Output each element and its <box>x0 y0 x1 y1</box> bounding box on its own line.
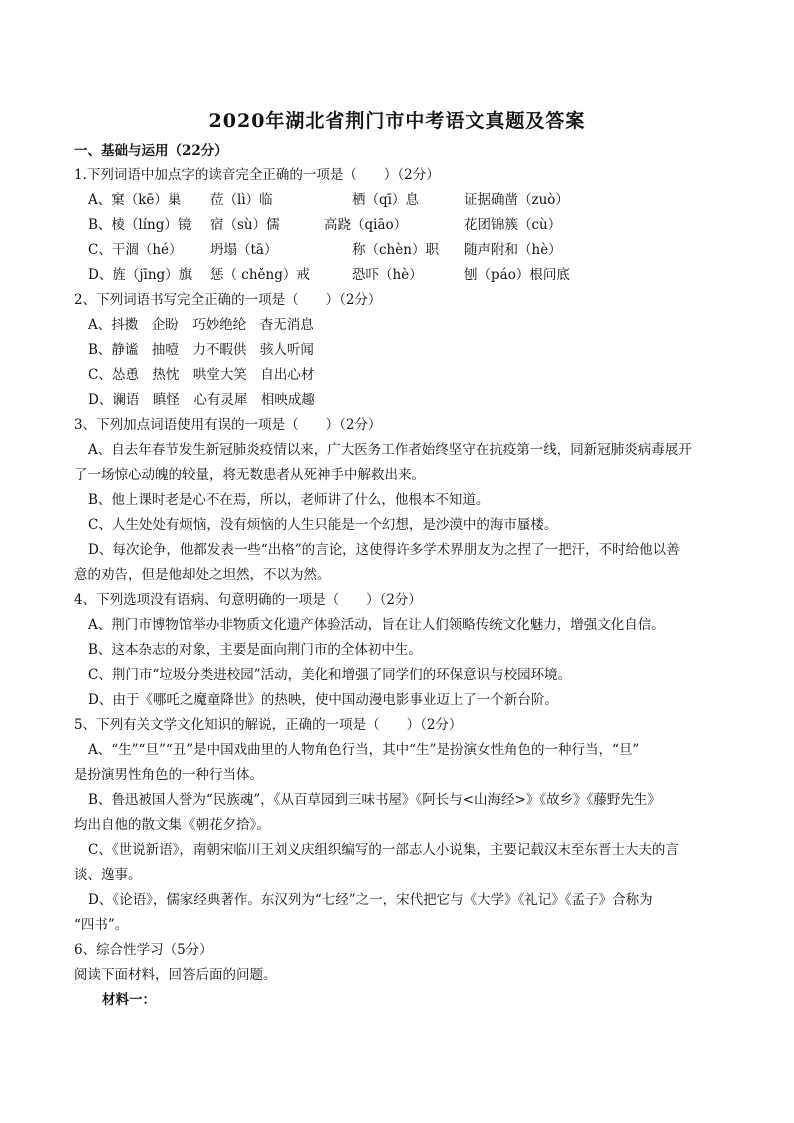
question-6-intro: 阅读下面材料，回答后面的问题。 <box>74 967 277 983</box>
question-2-option-a: A、抖擞 企盼 巧妙绝纶 杳无消息 <box>88 317 314 333</box>
question-3-option-c: C、人生处处有烦恼，没有烦恼的人生只能是一个幻想，是沙漠中的海市蜃楼。 <box>88 517 558 533</box>
option-cell: 随声附和（hè） <box>464 242 562 258</box>
question-5-option-a: A、“生”“旦”“丑”是中国戏曲里的人物角色行当，其中“生”是扮演女性角色的一种行当，“旦” <box>88 742 640 758</box>
question-5-option-d-cont: “四书”。 <box>74 917 129 933</box>
question-5-option-b-cont: 均出自他的散文集《朝花夕拾》。 <box>74 817 270 833</box>
question-3-option-a-cont: 了一场惊心动魄的较量，将无数患者从死神手中解救出来。 <box>74 467 425 483</box>
option-cell: B、棱（líng）镜 <box>88 217 192 233</box>
question-5-option-c: C、《世说新语》，南朝宋临川王刘义庆组织编写的一部志人小说集，主要记载汉末至东晋士大夫的言 <box>88 842 679 858</box>
option-cell: 高跷（qiāo） <box>324 217 408 233</box>
question-1-stem: 1.下列词语中加点字的读音完全正确的一项是（ ）（2分） <box>74 167 440 183</box>
option-cell: 花团锦簇（cù） <box>464 217 562 233</box>
question-3-option-d: D、每次论争，他都发表一些“出格”的言论，这使得许多学术界朋友为之捏了一把汗，不时给他以善 <box>88 542 680 558</box>
option-cell: 恐吓（hè） <box>352 267 423 283</box>
option-cell: 惩（ chěng）戒 <box>210 267 310 283</box>
option-cell: 栖（qī）息 <box>352 192 419 208</box>
question-4-option-b: B、这本杂志的对象，主要是面向荆门市的全体初中生。 <box>88 642 422 658</box>
option-cell: 证据确凿（zuò） <box>464 192 569 208</box>
option-cell: C、干涸（hé） <box>88 242 183 258</box>
page-title: 2020年湖北省荆门市中考语文真题及答案 <box>208 110 586 132</box>
question-5-option-b: B、鲁迅被国人誉为“民族魂”，《从百草园到三味书屋》《阿长与<山海经>》《故乡》《藤野先生》 <box>88 792 661 808</box>
question-2-stem: 2、下列词语书写完全正确的一项是（ ）（2分） <box>74 292 382 308</box>
question-5-stem: 5、下列有关文学文化知识的解说，正确的一项是（ ）（2分） <box>74 717 463 733</box>
question-3-option-d-cont: 意的劝告，但是他却处之坦然，不以为然。 <box>74 567 331 583</box>
question-6-stem: 6、综合性学习（5分） <box>74 942 213 958</box>
option-cell: 刨（páo）根问底 <box>464 267 570 283</box>
question-4-option-c: C、荆门市“垃圾分类进校园”活动，美化和增强了同学们的环保意识与校园环境。 <box>88 667 572 683</box>
question-2-option-d: D、谰语 瞋怪 心有灵犀 相映成趣 <box>88 392 315 408</box>
question-5-option-c-cont: 谈、逸事。 <box>74 867 142 883</box>
option-cell: 宿（sù）儒 <box>210 217 280 233</box>
option-cell: 莅（lì）临 <box>210 192 273 208</box>
section-heading: 一、基础与运用（22分） <box>74 143 228 159</box>
question-5-option-a-cont: 是扮演男性角色的一种行当体。 <box>74 767 263 783</box>
question-4-option-d: D、由于《哪吒之魔童降世》的热映，使中国动漫电影事业迈上了一个新台阶。 <box>88 692 558 708</box>
material-heading: 材料一： <box>102 992 156 1008</box>
question-4-stem: 4、下列选项没有语病、句意明确的一项是（ ）（2分） <box>74 592 422 608</box>
option-cell: A、窠（kē）巢 <box>88 192 182 208</box>
question-3-option-b: B、他上课时老是心不在焉，所以，老师讲了什么，他根本不知道。 <box>88 492 490 508</box>
question-3-stem: 3、下列加点词语使用有误的一项是（ ）（2分） <box>74 417 382 433</box>
question-4-option-a: A、荆门市博物馆举办非物质文化遗产体验活动，旨在让人们领略传统文化魅力，增强文化自信。 <box>88 617 665 633</box>
option-cell: 称（chèn）职 <box>352 242 439 258</box>
option-cell: D、旌（jīng）旗 <box>88 267 193 283</box>
option-cell: 坍塌（tā） <box>210 242 278 258</box>
question-3-option-a: A、自去年春节发生新冠肺炎疫情以来，广大医务工作者始终坚守在抗疫第一线，同新冠肺炎病毒展开 <box>88 442 692 458</box>
question-2-option-c: C、怂恿 热忱 哄堂大笑 自出心材 <box>88 367 315 383</box>
question-2-option-b: B、静谧 抽噎 力不暇供 骇人听闻 <box>88 342 314 358</box>
question-5-option-d: D、《论语》，儒家经典著作。东汉列为“七经”之一，宋代把它与《大学》《礼记》《孟子》合称为 <box>88 892 653 908</box>
